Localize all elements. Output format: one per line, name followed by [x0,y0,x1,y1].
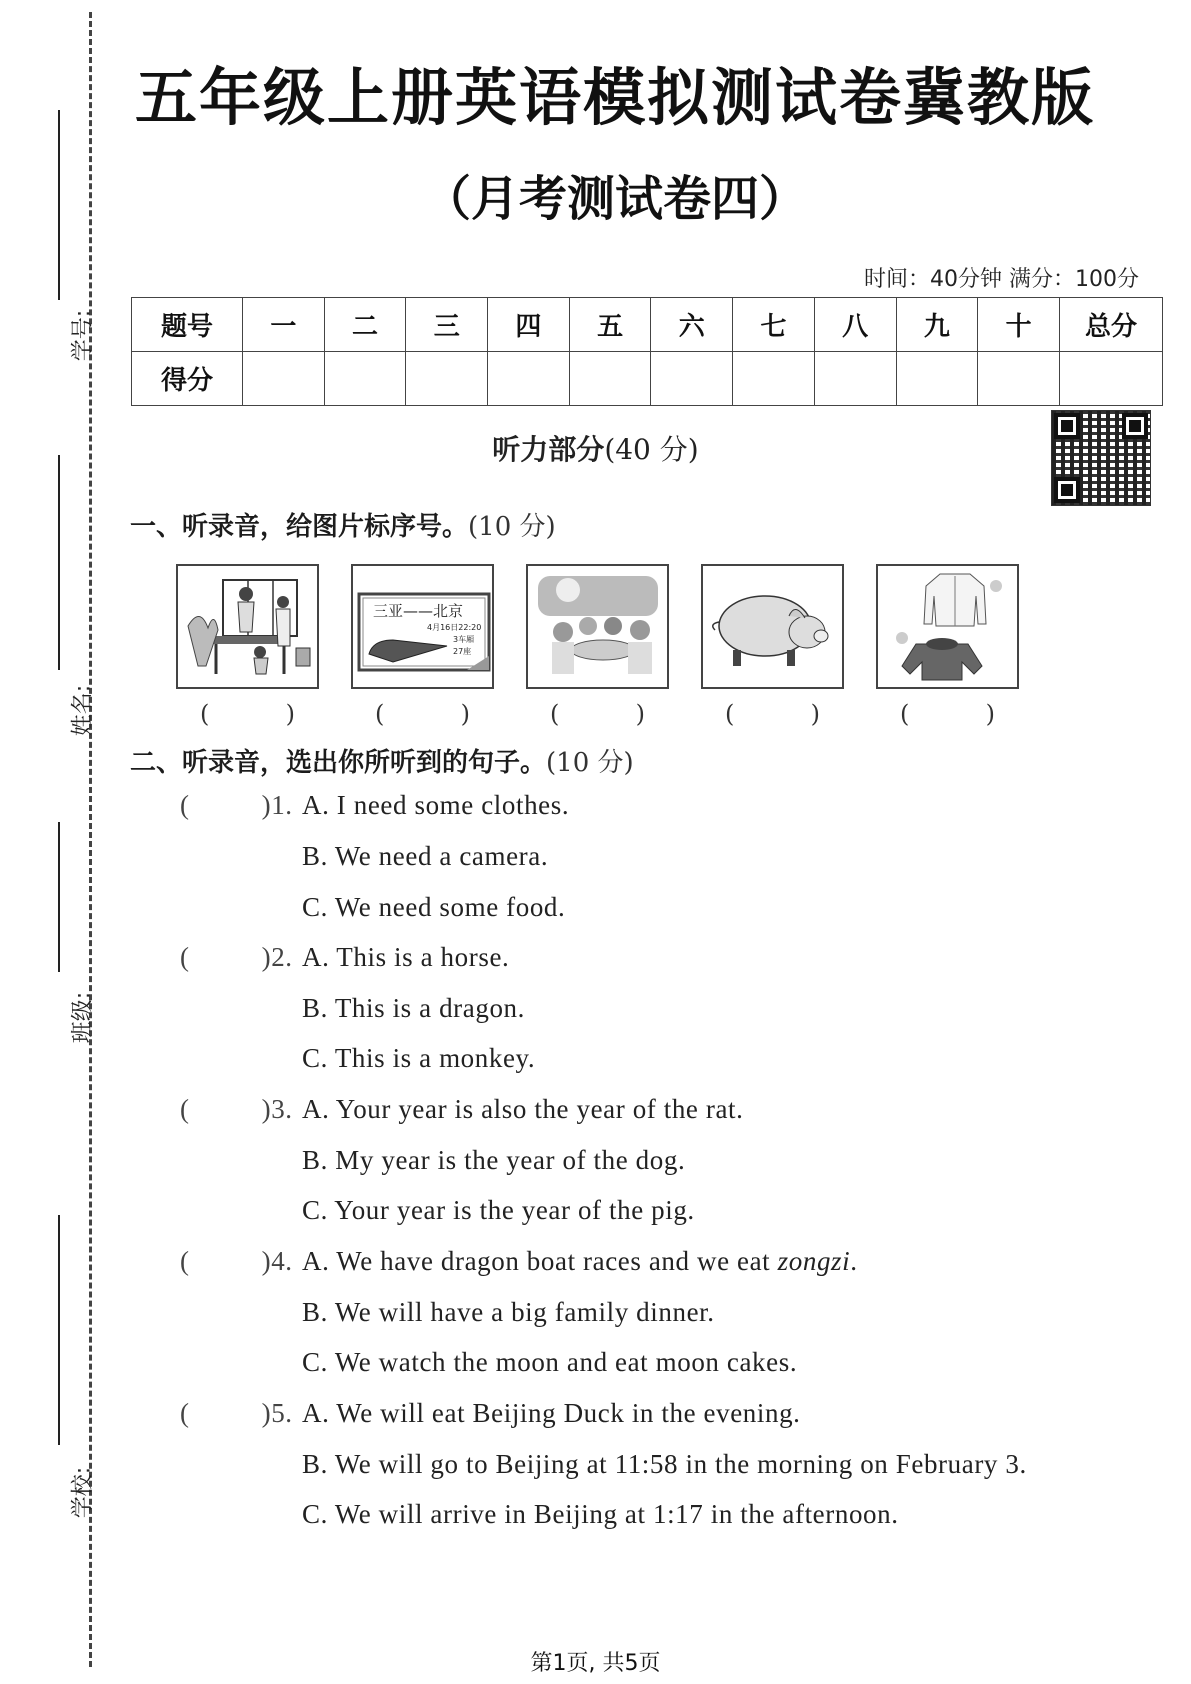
item-2-answer-bracket[interactable]: ( )2. [180,942,293,972]
school-label: 学校: [70,1466,96,1519]
item-4-answer-bracket[interactable]: ( )4. [180,1246,293,1276]
item-5-option-c[interactable]: C. We will arrive in Beijing at 1:17 in the afternoon. [302,1499,899,1529]
column-4: 四 [488,298,570,352]
student-id-underline [58,110,60,300]
svg-text:4月16日22:20: 4月16日22:20 [427,623,482,632]
close-paren: ) [285,700,295,728]
score-cell-10[interactable] [978,352,1060,406]
column-2: 二 [324,298,406,352]
clothes-picture [876,564,1019,689]
score-table [131,297,1163,406]
open-paren: ( [900,700,910,728]
italic-word-zongzi: zongzi [777,1246,851,1276]
item-5-option-a[interactable]: ( )5. A. We will eat Beijing Duck in the evening. [180,1398,801,1428]
train-ticket-picture [351,564,494,689]
score-row [132,352,1163,406]
listening-title-text: 听力部分 [492,433,605,466]
listening-section-title [0,428,1191,468]
class-field[interactable] [30,822,96,1122]
score-cell-total[interactable] [1060,352,1163,406]
column-5: 五 [569,298,651,352]
item-4-option-b[interactable]: B. We will have a big family dinner. [302,1297,715,1327]
question-1-instruction: 一、听录音，给图片标序号。 [130,512,469,542]
column-10: 十 [978,298,1060,352]
close-paren: ) [635,700,645,728]
item-2-option-a[interactable]: ( )2. A. This is a horse. [180,942,510,972]
column-total: 总分 [1060,298,1163,352]
score-cell-6[interactable] [651,352,733,406]
item-3-option-c[interactable]: C. Your year is the year of the pig. [302,1195,695,1225]
school-field[interactable] [30,1215,96,1545]
item-1-option-a[interactable]: ( )1. A. I need some clothes. [180,790,570,820]
close-paren: ) [985,700,995,728]
student-name-field[interactable] [30,455,96,737]
row-header-label: 题号 [132,298,243,352]
ticket-route: 三亚——北京 [373,602,464,620]
open-paren: ( [725,700,735,728]
item-1-option-c[interactable]: C. We need some food. [302,892,566,922]
item-3-answer-bracket[interactable]: ( )3. [180,1094,293,1124]
student-name-underline [58,455,60,670]
svg-text:3车厢: 3车厢 [453,635,475,644]
score-cell-8[interactable] [814,352,896,406]
answer-slot-2[interactable] [351,700,494,728]
item-4-option-c[interactable]: C. We watch the moon and eat moon cakes. [302,1347,798,1377]
open-paren: ( [200,700,210,728]
family-cleaning-picture [176,564,319,689]
listening-score: (40 分) [604,433,699,466]
item-3-option-a[interactable]: ( )3. A. Your year is also the year of the rat. [180,1094,744,1124]
student-id-label: 学号: [70,309,96,362]
page-number: 第1页, 共5页 [530,1651,661,1676]
question-1-heading [130,506,556,543]
qr-finder-icon [1054,477,1080,503]
score-cell-9[interactable] [896,352,978,406]
score-cell-5[interactable] [569,352,651,406]
score-cell-1[interactable] [243,352,325,406]
page-title: 五年级上册英语模拟测试卷冀教版 [134,61,1095,134]
question-2-heading [130,742,634,779]
school-underline [58,1215,60,1445]
close-paren: ) [460,700,470,728]
row-score-label: 得分 [132,352,243,406]
item-5-answer-bracket[interactable]: ( )5. [180,1398,293,1428]
score-cell-4[interactable] [488,352,570,406]
score-cell-2[interactable] [324,352,406,406]
svg-text:27座: 27座 [453,647,472,656]
column-3: 三 [406,298,488,352]
column-6: 六 [651,298,733,352]
column-7: 七 [733,298,815,352]
open-paren: ( [550,700,560,728]
question-1-points: (10 分) [468,512,556,542]
item-3-option-b[interactable]: B. My year is the year of the dog. [302,1145,686,1175]
question-number-row [132,298,1163,352]
score-cell-7[interactable] [733,352,815,406]
family-dinner-moon-picture [526,564,669,689]
item-2-option-c[interactable]: C. This is a monkey. [302,1043,536,1073]
answer-slot-1[interactable] [176,700,319,728]
time-and-full-score: 时间：40分钟 满分：100分 [864,267,1139,292]
answer-slot-5[interactable] [876,700,1019,728]
item-5-option-b[interactable]: B. We will go to Beijing at 11:58 in the morning on February 3. [302,1449,1027,1479]
answer-slot-3[interactable] [526,700,669,728]
student-name-label: 姓名: [70,684,96,737]
item-1-option-b[interactable]: B. We need a camera. [302,841,549,871]
item-4-option-a[interactable]: ( )4. A. We have dragon boat races and we eat zongzi. [180,1246,858,1276]
page-subtitle: （月考测试卷四） [422,171,807,227]
question-2-instruction: 二、听录音，选出你所听到的句子。 [130,748,547,778]
column-8: 八 [814,298,896,352]
question-2-points: (10 分) [546,748,634,778]
item-1-answer-bracket[interactable]: ( )1. [180,790,293,820]
answer-slot-4[interactable] [701,700,844,728]
column-9: 九 [896,298,978,352]
class-underline [58,822,60,972]
pig-picture [701,564,844,689]
open-paren: ( [375,700,385,728]
score-cell-3[interactable] [406,352,488,406]
item-2-option-b[interactable]: B. This is a dragon. [302,993,525,1023]
student-id-field[interactable] [30,110,96,362]
close-paren: ) [810,700,820,728]
column-1: 一 [243,298,325,352]
class-label: 班级: [70,991,96,1044]
